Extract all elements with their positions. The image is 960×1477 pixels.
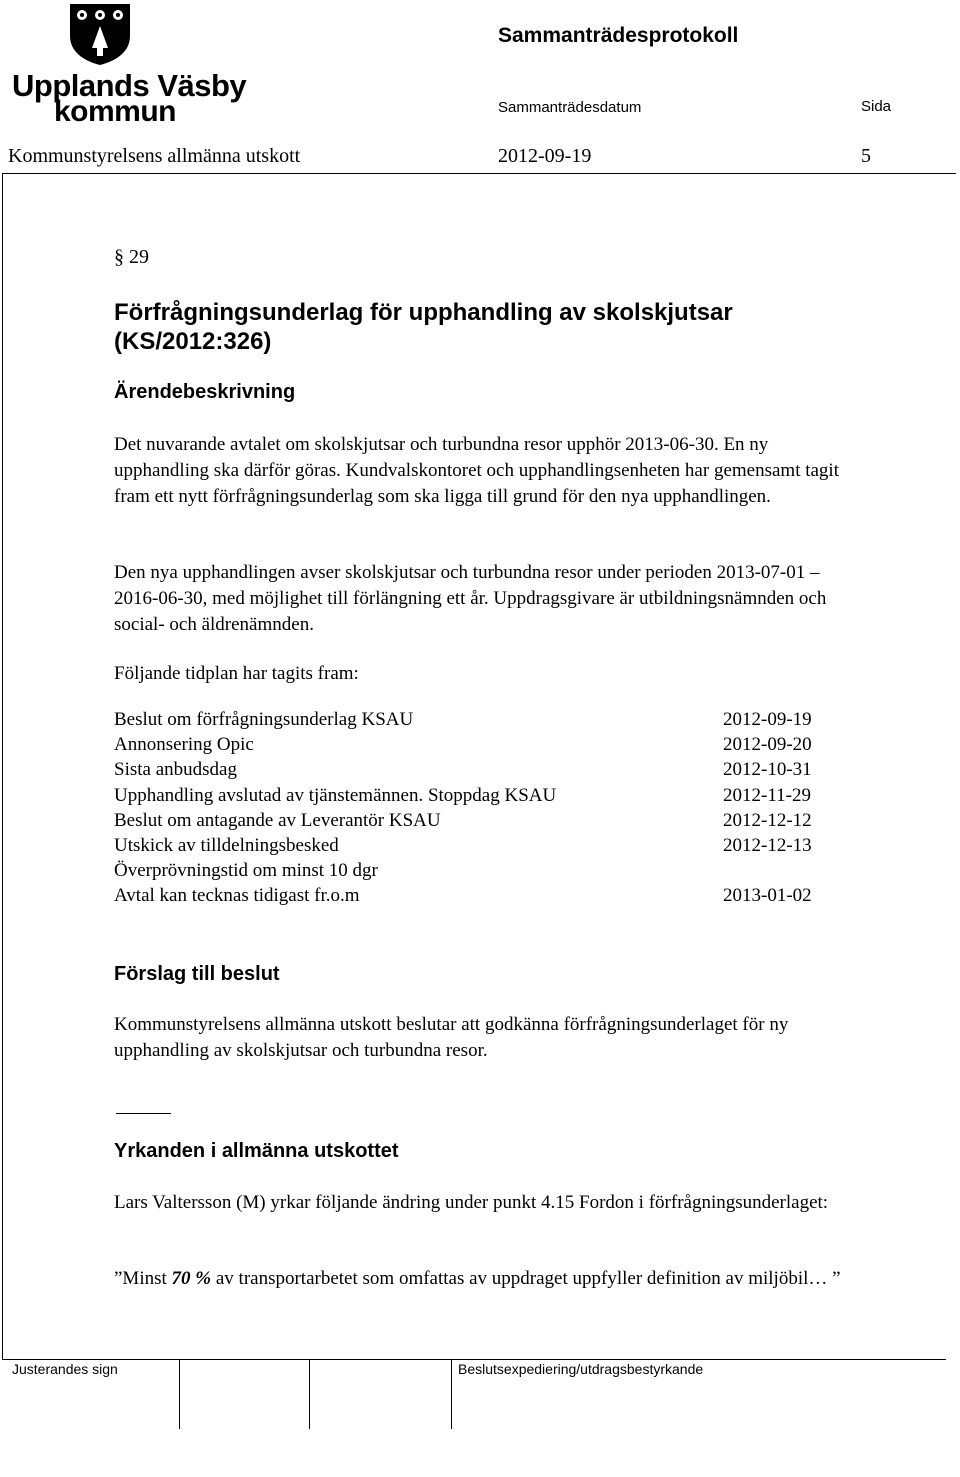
paragraph-symbol: § <box>114 246 124 268</box>
header-divider <box>2 173 956 174</box>
signature-box-divider <box>309 1359 310 1429</box>
page-frame-left <box>2 173 3 1359</box>
logo-name: Upplands Väsby <box>12 68 247 103</box>
schedule-row <box>114 785 854 810</box>
paragraph-number <box>114 246 149 269</box>
signature-box-divider <box>451 1359 452 1429</box>
schedule-intro: Följande tidplan har tagits fram: <box>114 663 359 684</box>
logo-subtitle: kommun <box>54 95 177 128</box>
coat-of-arms-icon <box>68 2 132 66</box>
schedule-event: Upphandling avslutad av tjänstemännen. Stoppdag KSAU <box>114 784 557 806</box>
committee-name: Kommunstyrelsens allmänna utskott <box>8 145 301 167</box>
schedule-date: 2012-12-12 <box>723 809 812 831</box>
schedule-event: Sista anbudsdag <box>114 759 237 781</box>
footer-divider <box>2 1359 946 1360</box>
proposal-heading: Förslag till beslut <box>114 963 280 985</box>
schedule-date: 2012-11-29 <box>723 784 811 806</box>
schedule-event: Annonsering Opic <box>114 734 254 756</box>
schedule-date: 2013-01-02 <box>723 885 812 907</box>
schedule-event: Utskick av tilldelningsbesked <box>114 834 339 856</box>
dispatch-label: Beslutsexpediering/utdragsbestyrkande <box>458 1361 704 1377</box>
schedule-event: Avtal kan tecknas tidigast fr.o.m <box>114 885 360 907</box>
schedule-row <box>114 835 854 860</box>
signature-box-divider <box>179 1359 180 1429</box>
page-number: 5 <box>861 145 871 167</box>
page-label: Sida <box>861 98 892 115</box>
proposal-text: Kommunstyrelsens allmänna utskott beslutar att godkänna förfrågningsunderlaget för ny upphandling av skolskjutsar och turbundna resor. <box>114 1014 789 1061</box>
schedule-row <box>114 860 854 885</box>
schedule-date: 2012-10-31 <box>723 759 812 781</box>
paragraph-number-value: 29 <box>129 246 149 268</box>
case-heading: Ärendebeskrivning <box>114 381 296 403</box>
schedule-event: Beslut om förfrågningsunderlag KSAU <box>114 709 414 730</box>
case-description-paragraph: Det nuvarande avtalet om skolskjutsar och turbundna resor upphör 2013-06-30. En ny upphandling ska därför göras. Kundvalskontoret och upphandlingsenheten har gemensamt tagit fram ett nytt förfrågningsunderlag som ska ligga till grund för den nya upphandlingen. <box>114 434 839 507</box>
document-type: Sammanträdesprotokoll <box>498 24 739 47</box>
section-divider <box>116 1113 171 1114</box>
motions-heading: Yrkanden i allmänna utskottet <box>114 1140 399 1162</box>
quote-emphasis: 70 % <box>171 1268 212 1289</box>
schedule-row <box>114 734 854 759</box>
schedule-event: Beslut om antagande av Leverantör KSAU <box>114 809 441 831</box>
section-title: Förfrågningsunderlag för upphandling av skolskjutsar (KS/2012:326) <box>114 299 733 355</box>
quote-after: av transportarbetet som omfattas av uppdraget uppfyller definition av miljöbil… ” <box>211 1268 841 1289</box>
schedule-row <box>114 885 854 910</box>
motion-text: Lars Valtersson (M) yrkar följande ändring under punkt 4.15 Fordon i förfrågningsunderlaget: <box>114 1192 829 1213</box>
schedule-event: Överprövningstid om minst 10 dgr <box>114 860 378 882</box>
quote-before: ”Minst <box>114 1268 172 1289</box>
scope-paragraph: Den nya upphandlingen avser skolskjutsar och turbundna resor under perioden 2013-07-01 – 2016-06-30, med möjlighet till förlängning ett år. Uppdragsgivare är utbildningsnämnden och social- och äldrenämnden. <box>114 562 827 635</box>
schedule-date: 2012-09-20 <box>723 734 812 756</box>
schedule-row <box>114 709 854 734</box>
schedule-table <box>114 709 854 911</box>
schedule-date: 2012-12-13 <box>723 834 812 856</box>
meeting-date: 2012-09-19 <box>498 145 592 167</box>
signature-label: Justerandes sign <box>12 1361 118 1377</box>
meeting-date-label: Sammanträdesdatum <box>498 99 642 116</box>
municipality-logo <box>8 2 247 128</box>
motion-quote <box>114 1266 854 1292</box>
schedule-row <box>114 759 854 784</box>
schedule-row <box>114 810 854 835</box>
schedule-date: 2012-09-19 <box>723 709 812 730</box>
